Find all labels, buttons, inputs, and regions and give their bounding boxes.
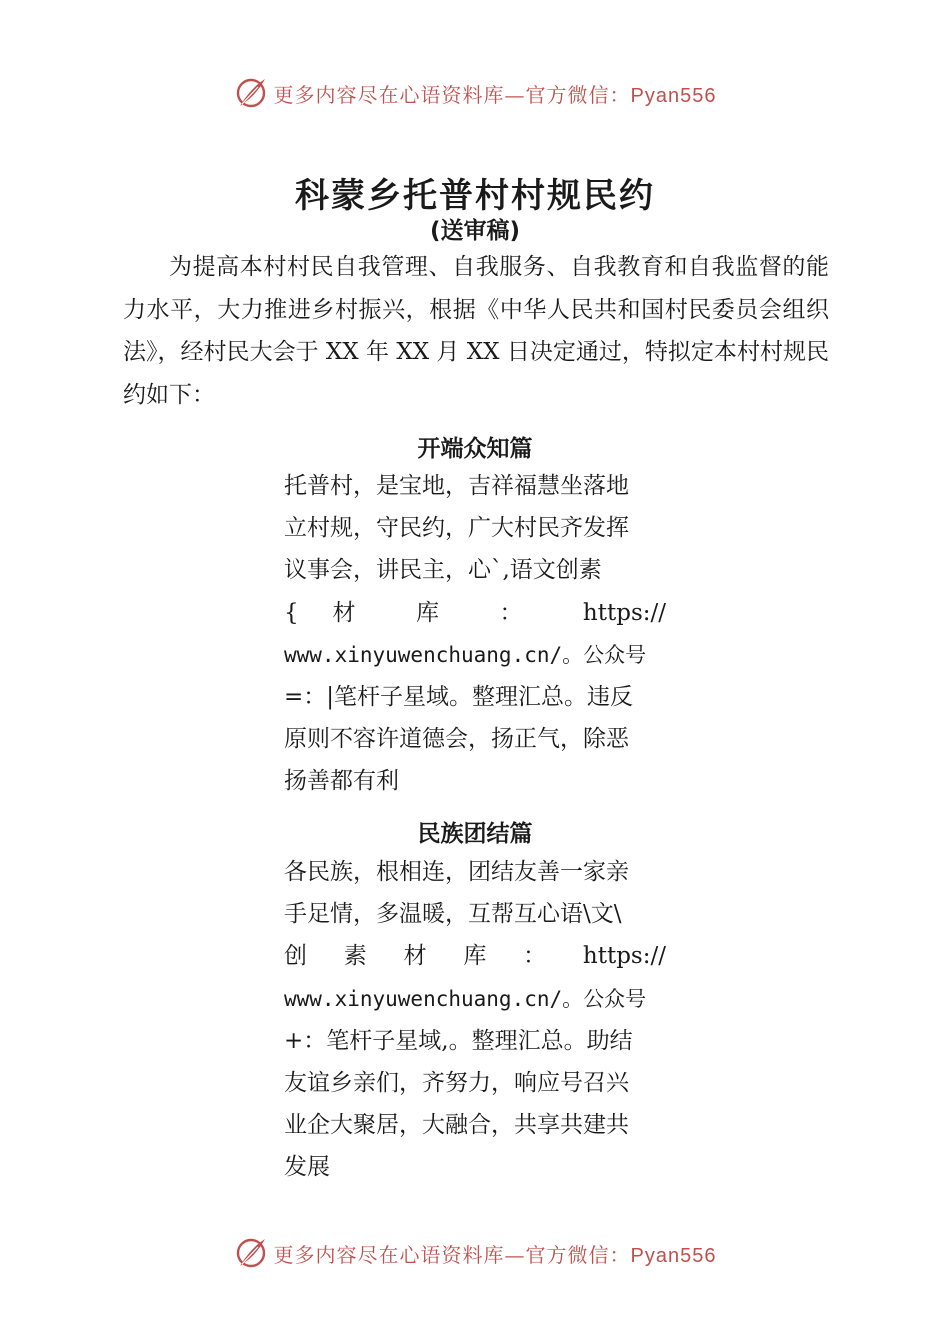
verse-line: www.xinyuwenchuang.cn/。公众号 [284,642,647,667]
wechat-id: Pyan556 [630,84,717,107]
verse-line: 手足情，多温暖，互帮互心语\文\ [284,901,622,928]
verse-line: +：笔杆子星域,。整理汇总。助结 [284,1027,633,1054]
intro-paragraph: 为提高本村村民自我管理、自我服务、自我教育和自我监督的能力水平，大力推进乡村振兴，根据《中华人民共和国村民委员会组织法》，经村民大会于 XX 年 XX 月 XX 日决定通过，特拟定本村村规民约如下： [123,254,829,408]
section-body-opening [284,465,666,803]
verse-line: 各民族，根相连，团结友善一家亲 [284,859,629,885]
wechat-id: Pyan556 [630,1244,717,1267]
document-subtitle: (送审稿) [429,218,521,244]
verse-line: =：|笔杆子星域。整理汇总。违反 [284,683,634,710]
verse-line: 立村规，守民约，广大村民齐发挥 [284,515,629,542]
verse-line: 创 素 材 库 ： https:// [284,943,666,970]
verse-line: 业企大聚居，大融合，共享共建共 [284,1112,629,1139]
verse-line: 议事会，讲民主，心`,语文创素 [284,557,602,584]
verse-line: 友谊乡亲们，齐努力，响应号召兴 [284,1069,629,1096]
verse-line: 发展 [284,1154,330,1181]
banner-text: 更多内容尽在心语资料库—官方微信：Pyan556 [273,1242,717,1267]
header-banner [0,73,950,113]
feather-quill-logo-icon [234,1236,268,1270]
section-heading-ethnic-unity: 民族团结篇 [417,821,533,847]
feather-quill-logo-icon [234,76,268,110]
verse-line: www.xinyuwenchuang.cn/。公众号 [284,986,647,1011]
verse-line: 原则不容许道德会，扬正气，除恶 [284,726,629,753]
verse-line: 托普村，是宝地，吉祥福慧坐落地 [284,473,629,499]
footer-banner [0,1233,950,1273]
document-title: 科蒙乡托普村村规民约 [295,176,655,216]
verse-line: 扬善都有利 [284,768,399,795]
section-heading-opening: 开端众知篇 [417,436,533,462]
verse-line: { 材 库 ： https:// [284,599,666,626]
section-body-ethnic-unity [284,851,666,1189]
banner-text: 更多内容尽在心语资料库—官方微信：Pyan556 [273,82,717,107]
